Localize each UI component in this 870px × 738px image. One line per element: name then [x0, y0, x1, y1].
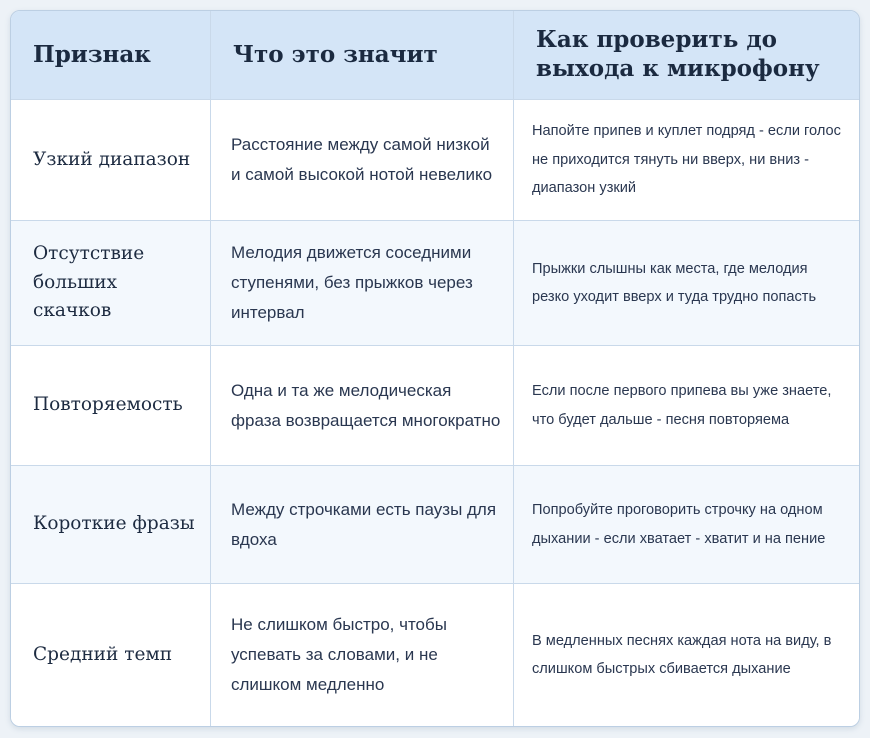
- cell-text: Напойте припев и куплет подряд - если голос не приходится тянуть ни вверх, ни вниз - диапазон узкий: [532, 123, 841, 197]
- cell-text: Мелодия движется соседними ступенями, без прыжков через интервал: [231, 243, 473, 322]
- header-cell-check: [514, 11, 859, 100]
- header-cell-sign: [11, 11, 211, 100]
- cell-text: Если после первого припева вы уже знаете, что будет дальше - песня повторяема: [532, 383, 832, 428]
- cell-text: В медленных песнях каждая нота на виду, в слишком быстрых сбивается дыхание: [532, 632, 832, 677]
- table-row-4-meaning: [211, 466, 514, 584]
- table-row-2-meaning: [211, 221, 514, 346]
- table-row-1-meaning: [211, 100, 514, 221]
- cell-text: Одна и та же мелодическая фраза возвращается многократно: [231, 380, 501, 430]
- table-row-3-sign: [11, 346, 211, 466]
- table-row-1-sign: [11, 100, 211, 221]
- table-row-5-meaning: [211, 584, 514, 726]
- table-row-1-check: [514, 100, 859, 221]
- table-grid: [11, 11, 859, 726]
- cell-text: Прыжки слышны как места, где мелодия резко уходит вверх и туда трудно попасть: [532, 260, 817, 305]
- header-label-sign: Признак: [33, 40, 151, 68]
- table-row-4-sign: [11, 466, 211, 584]
- table-row-3-meaning: [211, 346, 514, 466]
- table-row-4-check: [514, 466, 859, 584]
- table-row-3-check: [514, 346, 859, 466]
- table-row-2-check: [514, 221, 859, 346]
- cell-text: Средний темп: [33, 643, 173, 665]
- cell-text: Попробуйте проговорить строчку на одном дыхании - если хватает - хватит и на пение: [532, 502, 826, 547]
- table-row-5-sign: [11, 584, 211, 726]
- header-label-meaning: Что это значит: [233, 40, 438, 68]
- table-row-2-sign: [11, 221, 211, 346]
- header-label-check: Как проверить до выхода к микрофону: [536, 26, 820, 82]
- cell-text: Повторяемость: [33, 394, 183, 416]
- header-cell-meaning: [211, 11, 514, 100]
- cell-text: Отсутствие больших скачков: [33, 242, 145, 322]
- cell-text: Короткие фразы: [33, 513, 195, 535]
- cell-text: Не слишком быстро, чтобы успевать за словами, и не слишком медленно: [231, 615, 447, 694]
- comparison-table: [10, 10, 860, 727]
- table-row-5-check: [514, 584, 859, 726]
- cell-text: Между строчками есть паузы для вдоха: [231, 499, 497, 549]
- cell-text: Расстояние между самой низкой и самой высокой нотой невелико: [231, 135, 493, 184]
- cell-text: Узкий диапазон: [33, 148, 191, 170]
